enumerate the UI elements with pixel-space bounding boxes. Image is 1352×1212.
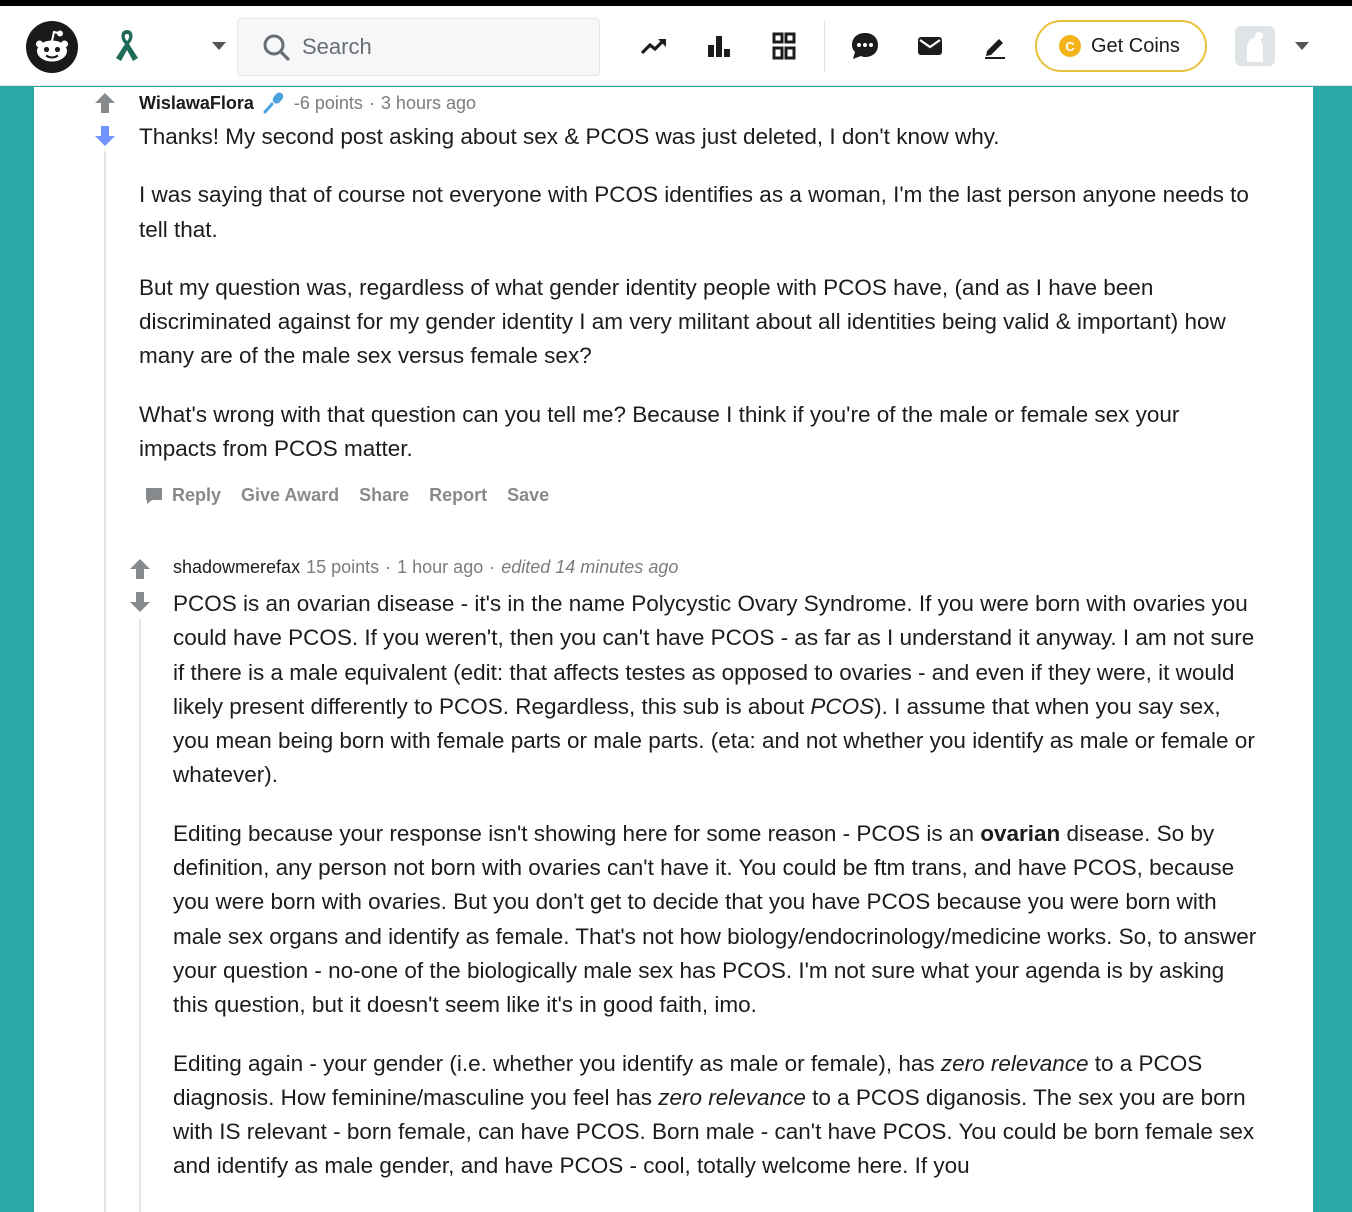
comment-paragraph: PCOS is an ovarian disease - it's in the name Polycystic Ovary Syndrome. If you were born with ovaries you could have PCOS. If you weren't, then you can't have PCOS - as far as I understand it anyway. I am not sure if there is a male equivalent (edit: that affects testes as opposed to ovaries - and even if they were, it would likely present differently to PCOS. Regardless, this sub is about PCOS). I assume that when you say sex, you mean being born with female parts or male parts. (eta: and not whether you identify as male or female or whatever). [173, 591, 1255, 788]
give-award-button[interactable]: Give Award [241, 485, 340, 505]
comment-meta [139, 91, 476, 115]
ribbon-icon[interactable] [112, 28, 142, 64]
comment-bubble-icon [144, 486, 164, 506]
comment-paragraph: Editing again - your gender (i.e. whether you identify as male or female), has zero relevance to a PCOS diagnosis. How feminine/masculine you feel has zero relevance to a PCOS diganosis. The sex you are born with IS relevant - born female, can have PCOS. Born male - can't have PCOS. You could be born female sex and identify as male gender, and have PCOS - cool, totally welcome here. If you [173, 1050, 1255, 1179]
thread-line[interactable] [104, 151, 106, 1212]
get-coins-label: Get Coins [1091, 34, 1180, 57]
comment-actions [144, 485, 569, 506]
downvote-icon[interactable] [93, 124, 117, 148]
comment-paragraph: I was saying that of course not everyone with PCOS identifies as a woman, I'm the last person anyone needs to tell that. [139, 182, 1249, 242]
avatar-icon[interactable] [1235, 26, 1275, 66]
header-divider [824, 20, 825, 72]
comment-points: 15 points [306, 557, 380, 577]
leaderboard-icon[interactable] [701, 28, 737, 64]
save-button[interactable]: Save [507, 485, 550, 505]
community-dropdown-chevron-icon[interactable] [212, 42, 226, 50]
vote-column [93, 91, 117, 148]
comment-paragraph: Editing because your response isn't showing here for some reason - PCOS is an ovarian disease. So by definition, any person not born with ovaries can't have it. You could be ftm trans, and have PCOS, because you were born with ovaries. But you don't get to decide that you have PCOS because you were born with male sex organs and identify as female. That's not how biology/endocrinology/medicine works. So, to answer your question - no-one of the biologically male sex has PCOS. I'm not sure what your agenda is by asking this question, but it doesn't seem like it's in good faith, imo. [173, 820, 1257, 1018]
meta-separator: · [489, 557, 496, 577]
report-button[interactable]: Report [429, 485, 488, 505]
comments-panel [34, 87, 1313, 1212]
create-post-icon[interactable] [977, 28, 1013, 64]
comment-time[interactable]: 3 hours ago [380, 92, 476, 113]
comment-meta [173, 557, 678, 578]
upvote-icon[interactable] [128, 557, 152, 581]
search-input[interactable] [302, 31, 582, 63]
get-coins-button[interactable] [1035, 20, 1207, 72]
comment-points: -6 points [293, 92, 363, 113]
microphone-icon [262, 91, 286, 115]
trending-icon[interactable] [636, 28, 672, 64]
comment-author[interactable]: shadowmerefax [173, 557, 301, 577]
meta-separator: · [385, 557, 392, 577]
search-box[interactable] [237, 18, 600, 76]
coin-icon: C [1059, 35, 1081, 57]
comment-author[interactable]: WislawaFlora [139, 92, 254, 113]
comment-body [139, 120, 1259, 490]
comment-paragraph: What's wrong with that question can you tell me? Because I think if you're of the male or female sex your impacts from PCOS matter. [139, 401, 1180, 462]
search-icon [262, 33, 292, 63]
rpan-icon[interactable] [767, 28, 803, 64]
comment-time[interactable]: 1 hour ago [397, 557, 484, 577]
comment-body [173, 587, 1263, 1208]
share-button[interactable]: Share [359, 485, 410, 505]
thread-line[interactable] [139, 619, 141, 1212]
user-menu-chevron-icon[interactable] [1295, 42, 1309, 50]
comment-paragraph: Thanks! My second post asking about sex & PCOS was just deleted, I don't know why. [139, 124, 1000, 149]
upvote-icon[interactable] [93, 91, 117, 115]
top-navigation [0, 6, 1352, 86]
meta-separator: · [368, 92, 375, 113]
reddit-logo-icon[interactable] [26, 21, 78, 73]
reply-button[interactable]: Reply [172, 485, 222, 505]
downvote-icon[interactable] [128, 590, 152, 614]
comment-edited: edited 14 minutes ago [501, 557, 679, 577]
comment-paragraph: But my question was, regardless of what gender identity people with PCOS have, (and as I have been discriminated against for my gender identity I am very militant about all identities being valid & important) how many are of the male sex versus female sex? [139, 274, 1226, 369]
chat-icon[interactable] [847, 28, 883, 64]
vote-column [128, 557, 152, 614]
mail-icon[interactable] [912, 28, 948, 64]
